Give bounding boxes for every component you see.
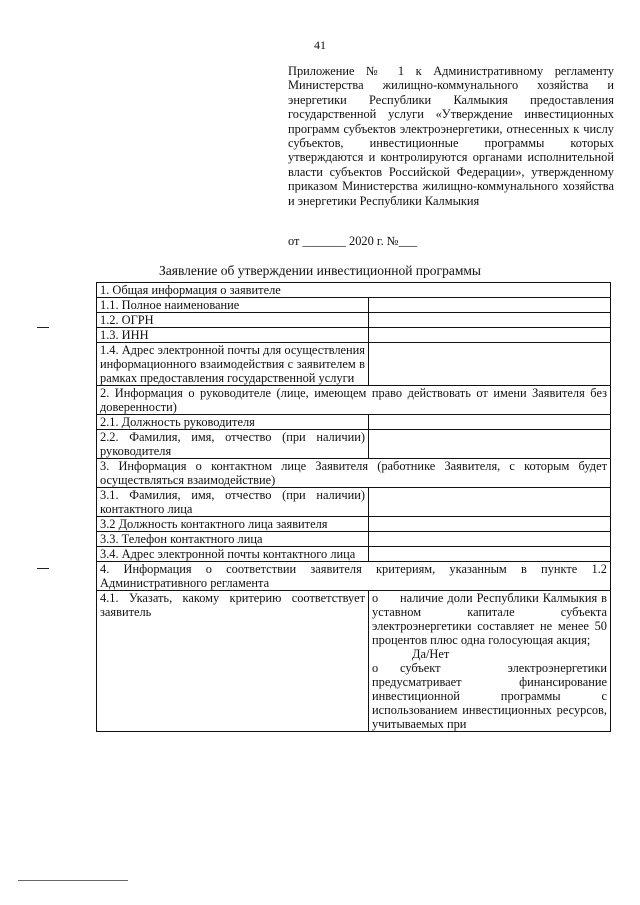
section-heading: 4. Информация о соответствии заявителя критериям, указанным в пункте 1.2 Административного регламента (97, 562, 611, 591)
footer-divider (18, 880, 128, 881)
contact-name-field[interactable] (369, 488, 611, 517)
section-row-criteria-info (97, 562, 611, 591)
section-heading: 2. Информация о руководителе (лице, имеющем право действовать от имени Заявителя без доверенности) (97, 386, 611, 415)
field-label: 2.2. Фамилия, имя, отчество (при наличии) руководителя (97, 430, 369, 459)
inn-field[interactable] (369, 328, 611, 343)
criterion-option-state-share[interactable] (372, 591, 607, 647)
option-text: субъект электроэнергетики предусматривает финансирование инвестиционной программы с использованием инвестиционных ресурсов, учитываемых при (372, 661, 607, 731)
yes-no-answer[interactable]: Да/Нет (412, 647, 450, 661)
field-label: 1.3. ИНН (97, 328, 369, 343)
application-form-table (96, 282, 611, 732)
margin-mark (37, 568, 49, 569)
form-title: Заявление об утверждении инвестиционной программы (159, 263, 481, 278)
field-label: 3.1. Фамилия, имя, отчество (при наличии) контактного лица (97, 488, 369, 517)
option-bullet-icon: o (372, 661, 379, 675)
option-text: наличие доли Республики Калмыкия в уставном капитале субъекта электроэнергетики составляет не менее 50 процентов плюс одна голосующая акция; (372, 591, 607, 647)
section-heading: 3. Информация о контактном лице Заявителя (работнике Заявителя, с которым будет осуществляться взаимодействие) (97, 459, 611, 488)
criteria-options (369, 591, 611, 732)
field-label: 1.2. ОГРН (97, 313, 369, 328)
contact-email-field[interactable] (369, 547, 611, 562)
criterion-option-investment-financing[interactable] (372, 661, 607, 731)
field-row-manager-position (97, 415, 611, 430)
contact-phone-field[interactable] (369, 532, 611, 547)
field-row-criteria (97, 591, 611, 732)
field-row-email (97, 343, 611, 386)
field-label: 3.4. Адрес электронной почты контактного лица (97, 547, 369, 562)
applicant-email-field[interactable] (369, 343, 611, 386)
section-row-general-info (97, 283, 611, 298)
manager-position-field[interactable] (369, 415, 611, 430)
field-row-contact-email (97, 547, 611, 562)
page-number: 41 (314, 38, 326, 52)
section-row-contact-info (97, 459, 611, 488)
field-row-contact-phone (97, 532, 611, 547)
field-row-contact-name (97, 488, 611, 517)
field-label: 1.4. Адрес электронной почты для осуществления информационного взаимодействия с заявителем в рамках предоставления государственной услуги (97, 343, 369, 386)
field-row-manager-name (97, 430, 611, 459)
field-label: 3.2 Должность контактного лица заявителя (97, 517, 369, 532)
appendix-date-line: от _______ 2020 г. №___ (288, 234, 418, 248)
ogrn-field[interactable] (369, 313, 611, 328)
field-label: 4.1. Указать, какому критерию соответствует заявитель (97, 591, 369, 732)
contact-position-field[interactable] (369, 517, 611, 532)
field-label: 1.1. Полное наименование (97, 298, 369, 313)
field-row-inn (97, 328, 611, 343)
field-row-full-name (97, 298, 611, 313)
field-label: 2.1. Должность руководителя (97, 415, 369, 430)
field-row-contact-position (97, 517, 611, 532)
manager-name-field[interactable] (369, 430, 611, 459)
appendix-header: Приложение № 1 к Административному регламенту Министерства жилищно-коммунального хозяйства и энергетики Республики Калмыкия предоставления государственной услуги «Утверждение инвестиционных программ субъектов электроэнергетики, отнесенных к числу субъектов, инвестиционные программы которых утверждаются и контролируются органами исполнительной власти субъектов Российской Федерации», утвержденному приказом Министерства жилищно-коммунального хозяйства и энергетики Республики Калмыкия (288, 64, 614, 208)
field-label: 3.3. Телефон контактного лица (97, 532, 369, 547)
field-row-ogrn (97, 313, 611, 328)
full-name-field[interactable] (369, 298, 611, 313)
option-bullet-icon: o (372, 591, 379, 605)
section-row-manager-info (97, 386, 611, 415)
section-heading: 1. Общая информация о заявителе (97, 283, 611, 298)
margin-mark (37, 327, 49, 328)
